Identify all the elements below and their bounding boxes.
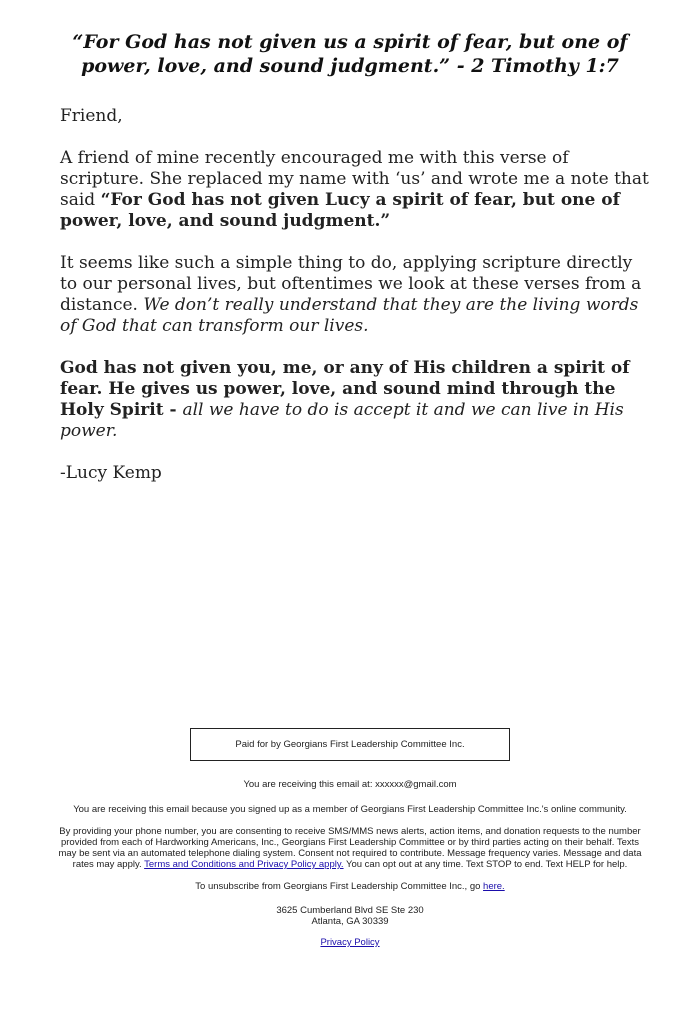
address-line-2: Atlanta, GA 30339 [311,916,389,927]
paragraph-2 [60,253,650,337]
paragraph-1-text: A friend of mine recently encouraged me with this verse of scripture. She replaced my name with ‘us’ and wrote me a note that said [60,148,649,210]
paragraph-2-text: It seems like such a simple thing to do, applying scripture directly to our personal lives, but oftentimes we look at these verses from a distance. [60,253,642,315]
letter-body [60,106,650,505]
unsubscribe-notice [52,881,648,892]
terms-privacy-link[interactable]: Terms and Conditions and Privacy Policy apply. [144,859,344,870]
paragraph-3-italic: all we have to do is accept it and we can live in His power. [60,400,624,441]
paragraph-1 [60,148,650,232]
signup-reason: You are receiving this email because you signed up as a member of Georgians First Leadership Committee Inc.'s online community. [73,804,627,815]
unsubscribe-text: To unsubscribe from Georgians First Leadership Committee Inc., go [195,881,484,892]
paid-for-disclaimer: Paid for by Georgians First Leadership Committee Inc. [190,728,510,761]
email-footer [52,728,648,948]
signature: -Lucy Kemp [60,463,162,483]
paragraph-2-italic: We don’t really understand that they are the living words of God that can transform our lives. [60,295,639,336]
salutation: Friend, [60,106,123,126]
sms-consent [52,826,648,870]
sms-consent-text: By providing your phone number, you are consenting to receive SMS/MMS news alerts, action items, and donation requests to the number provided from each of Hardworking Americans, Inc., Georgians First Leadership Committee or by third parties acting on their behalf. Texts may be sent via an automated telephone dialing system. Consent not required to contribute. Message frequency varies. Message and data rates may apply. [58,826,642,870]
privacy-policy-link[interactable]: Privacy Policy [320,937,380,948]
paragraph-3-bold: God has not given you, me, or any of His children a spirit of fear. He gives us power, love, and sound mind through the Holy Spirit - [60,358,630,420]
receiving-email-notice: You are receiving this email at: xxxxxx@gmail.com [243,779,457,790]
paragraph-3 [60,358,650,442]
unsubscribe-link[interactable]: here. [483,881,505,892]
scripture-headline: “For God has not given us a spirit of fear, but one of power, love, and sound judgment.” - 2 Timothy 1:7 [72,31,628,77]
address-line-1: 3625 Cumberland Blvd SE Ste 230 [276,905,424,916]
paragraph-1-bold-quote: “For God has not given Lucy a spirit of fear, but one of power, love, and sound judgment.” [60,190,620,231]
sms-consent-text-after: You can opt out at any time. Text STOP to end. Text HELP for help. [343,859,628,870]
privacy-policy [52,937,648,948]
